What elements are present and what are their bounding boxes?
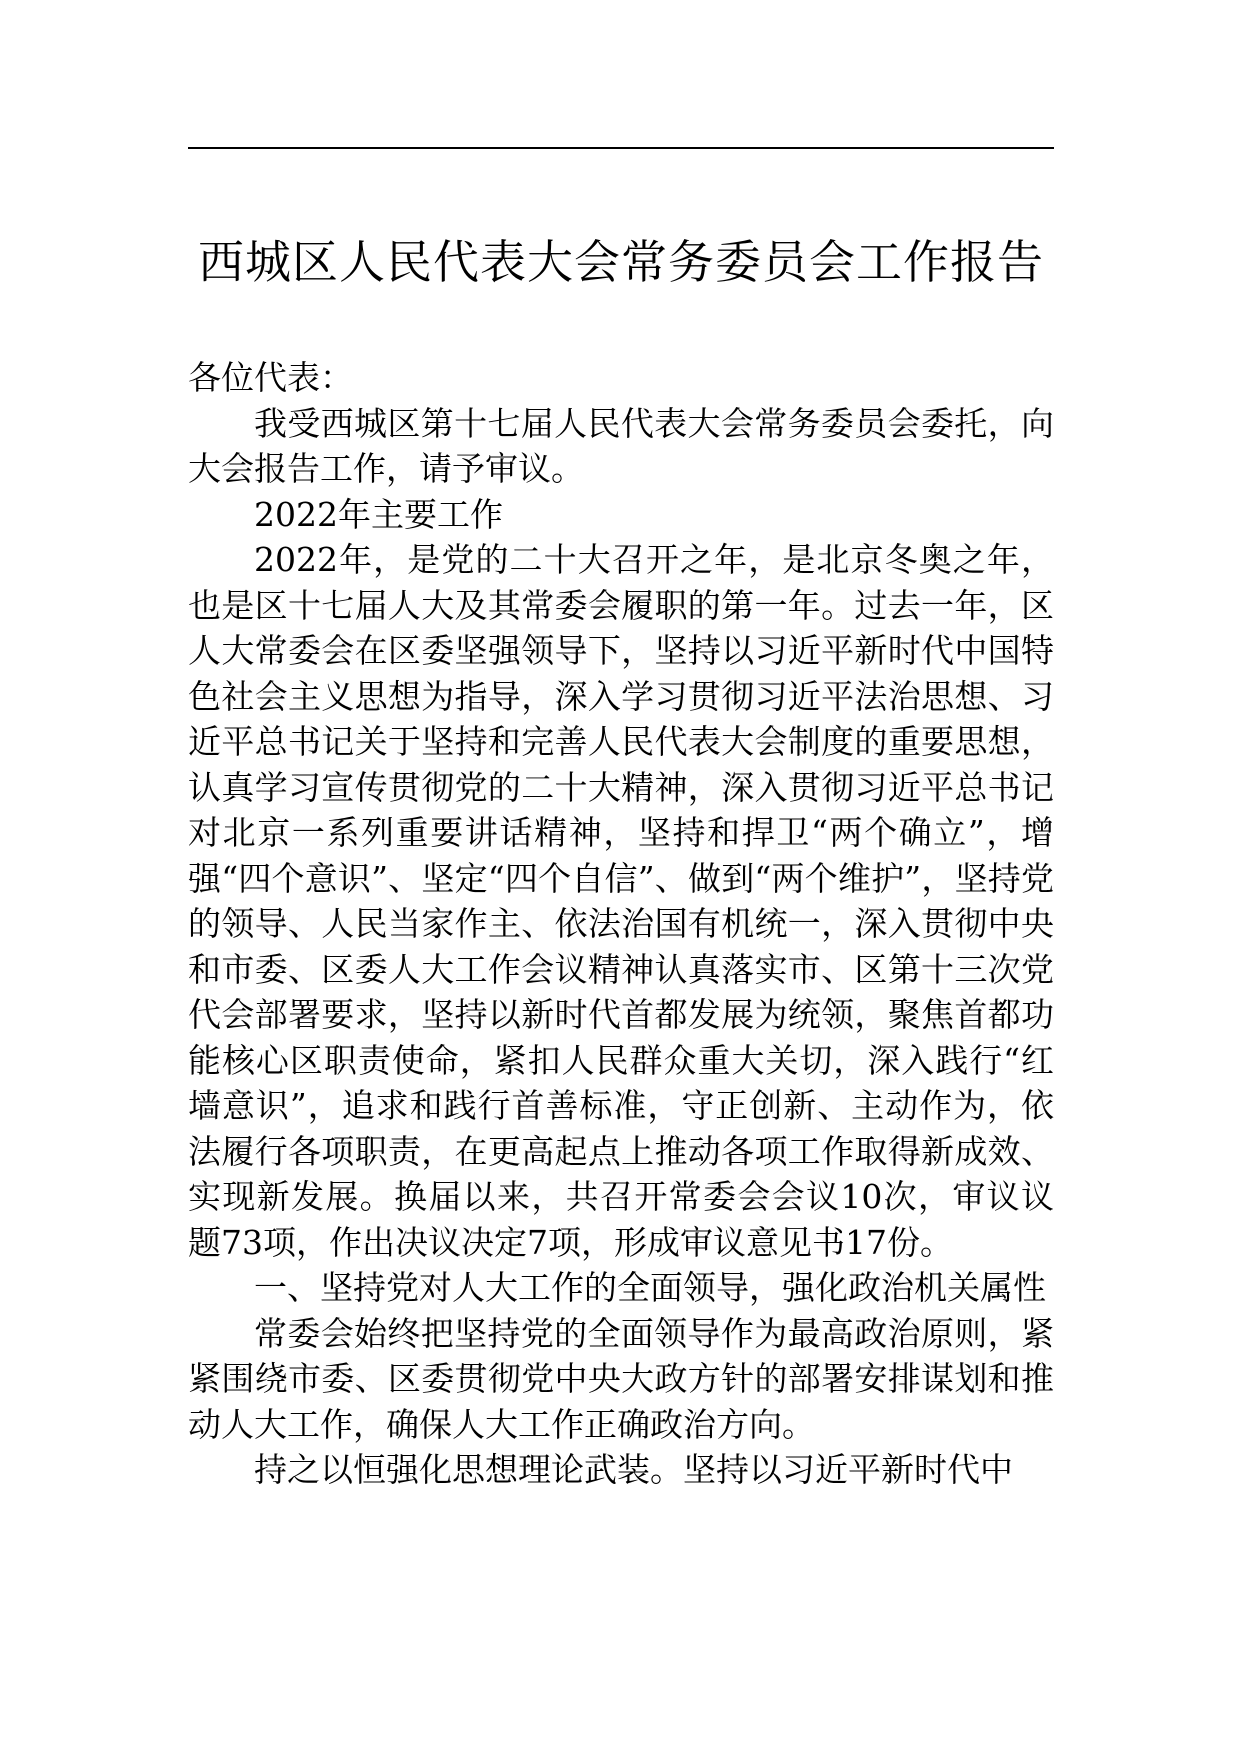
document-body [188, 355, 1054, 1493]
paragraph-intro: 我受西城区第十七届人民代表大会常务委员会委托，向大会报告工作，请予审议。 [188, 403, 1054, 488]
section-heading-one: 一、坚持党对人大工作的全面领导，强化政治机关属性 [254, 1268, 1046, 1307]
document-title: 西城区人民代表大会常务委员会工作报告 [198, 235, 1044, 289]
header-rule [188, 147, 1054, 149]
section-heading-2022: 2022年主要工作 [254, 494, 503, 534]
paragraph-leadership: 常委会始终把坚持党的全面领导作为最高政治原则，紧紧围绕市委、区委贯彻党中央大政方针的部署安排谋划和推动人大工作，确保人大工作正确政治方向。 [188, 1313, 1054, 1444]
salutation: 各位代表： [188, 358, 353, 397]
paragraph-theory: 持之以恒强化思想理论武装。坚持以习近平新时代中 [254, 1450, 1013, 1489]
paragraph-overview: 2022年，是党的二十大召开之年，是北京冬奥之年，也是区十七届人大及其常委会履职的第一年。过去一年，区人大常委会在区委坚强领导下，坚持以习近平新时代中国特色社会主义思想为指导，深入学习贯彻习近平法治思想、习近平总书记关于坚持和完善人民代表大会制度的重要思想，认真学习宣传贯彻党的二十大精神，深入贯彻习近平总书记对北京一系列重要讲话精神，坚持和捍卫“两个确立”，增强“四个意识”、坚定“四个自信”、做到“两个维护”，坚持党的领导、人民当家作主、依法治国有机统一，深入贯彻中央和市委、区委人大工作会议精神认真落实市、区第十三次党代会部署要求，坚持以新时代首都发展为统领，聚焦首都功能核心区职责使命，紧扣人民群众重大关切，深入践行“红墙意识”，追求和践行首善标准，守正创新、主动作为，依法履行各项职责，在更高起点上推动各项工作取得新成效、实现新发展。换届以来，共召开常委会会议10次，审议议题73项，作出决议决定7项，形成审议意见书17份。 [188, 540, 1054, 1262]
